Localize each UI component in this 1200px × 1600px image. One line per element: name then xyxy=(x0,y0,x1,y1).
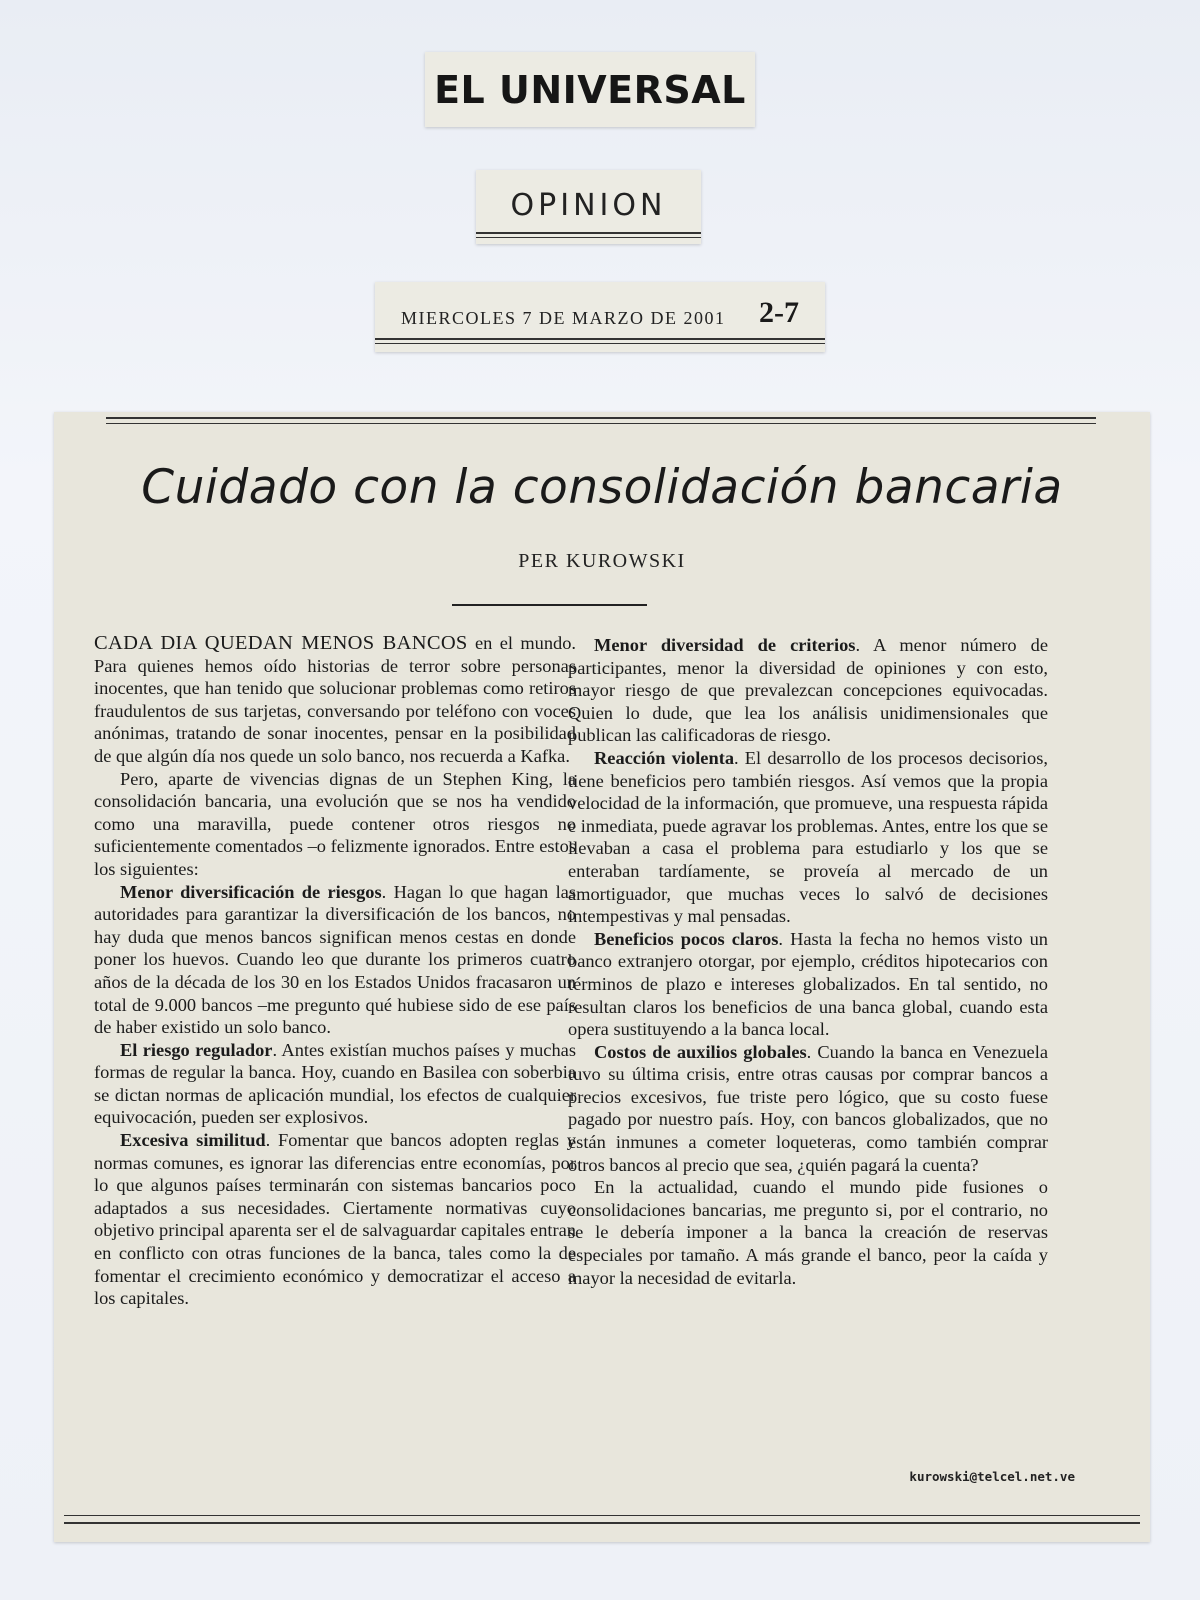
article-bottom-rule xyxy=(64,1515,1140,1524)
byline-rule xyxy=(452,604,647,606)
subhead: El riesgo regulador xyxy=(120,1039,273,1060)
paragraph xyxy=(94,1039,576,1129)
paragraph-text: . Antes existían muchos países y muchas formas de regular la banca. Hoy, cuando en Basilea con soberbia se dictan normas de aplicación mundial, los efectos de cualquier equivocación, pueden ser explosivos. xyxy=(94,1039,576,1128)
section-rule xyxy=(476,232,701,238)
masthead-title: EL UNIVERSAL xyxy=(434,67,746,112)
masthead-clipping xyxy=(425,52,755,127)
paragraph-text: Pero, aparte de vivencias dignas de un Stephen King, la consolidación bancaria, una evolución que se nos ha vendido como una maravilla, puede contener otros riesgos no suficientemente comentados –o felizmente ignorados. Entre estos los siguientes: xyxy=(94,768,576,879)
section-clipping xyxy=(476,170,701,244)
article-clipping xyxy=(54,412,1150,1542)
paragraph xyxy=(568,1041,1048,1177)
article-headline: Cuidado con la consolidación bancaria xyxy=(141,460,1063,515)
subhead: Menor diversificación de riesgos xyxy=(120,881,382,902)
page-number: 2-7 xyxy=(759,296,799,329)
article-top-rule xyxy=(106,417,1096,424)
paragraph xyxy=(94,881,576,1039)
left-column xyxy=(94,632,576,1310)
subhead: Beneficios pocos claros xyxy=(594,928,779,949)
paragraph xyxy=(94,632,576,768)
paragraph-text: . El desarrollo de los procesos decisorios, tiene beneficios pero también riesgos. Así vemos que la propia velocidad de la información, que promueve, una respuesta rápida e inmediata, puede agravar los problemas. Antes, entre los que se llevaban a casa el problema para estudiarlo y los que se enteraban tardíamente, se proveía al mercado de un amortiguador, que muchas veces lo salvó de decisiones intempestivas y mal pensadas. xyxy=(568,747,1048,927)
subhead: Excesiva similitud xyxy=(120,1130,266,1151)
right-column xyxy=(568,634,1048,1289)
subhead: Reacción violenta xyxy=(594,747,735,768)
paragraph-text: . Fomentar que bancos adopten reglas y normas comunes, es ignorar las diferencias entre economías, por lo que algunos países terminarán con sistemas bancarios poco adaptados a sus necesidades. Ciertamente normativas cuyo objetivo principal aparenta ser el de salvaguardar capitales entran en conflicto con otras funciones de la banca, tales como la de fomentar el crecimiento económico y democratizar el acceso a los capitales. xyxy=(94,1130,576,1309)
paragraph-text: . Cuando la banca en Venezuela tuvo su última crisis, entre otras causas por comprar bancos a precios excesivos, fue triste pero lógico, que su costo fuese pagado por nuestro país. Hoy, con bancos globalizados, que no están inmunes a cometer loqueteras, como también comprar otros bancos al precio que sea, ¿quién pagará la cuenta? xyxy=(568,1041,1048,1175)
paragraph xyxy=(568,634,1048,747)
dateline-rule xyxy=(375,338,825,344)
paragraph xyxy=(568,747,1048,928)
dateline-clipping xyxy=(375,282,825,352)
paragraph xyxy=(568,928,1048,1041)
section-label: OPINION xyxy=(510,187,667,223)
paragraph-text: . A menor número de participantes, menor la diversidad de opiniones y con esto, mayor riesgo de que prevalezcan concepciones equivocadas. Quien lo dude, que lea los análisis unidimensionales que publican las calificadoras de riesgo. xyxy=(568,635,1048,746)
paragraph-text: En la actualidad, cuando el mundo pide fusiones o consolidaciones bancarias, me pregunto si, por el contrario, no se le debería imponer a la banca la creación de reservas especiales por tamaño. A más grande el banco, peor la caída y mayor la necesidad de evitarla. xyxy=(568,1177,1048,1288)
paragraph xyxy=(94,1129,576,1310)
paragraph xyxy=(568,1176,1048,1289)
paragraph-text: . Hagan lo que hagan las autoridades para garantizar la diversificación de los bancos, no hay duda que menos bancos significan menos cestas en donde poner los huevos. Cuando leo que durante los primeros cuatro años de la década de los 30 en los Estados Unidos fracasaron un total de 9.000 bancos –me pregunto qué hubiese sido de ese país de haber existido un solo banco. xyxy=(94,881,576,1038)
subhead: Menor diversidad de criterios xyxy=(594,635,856,655)
paragraph-lead: CADA DIA QUEDAN MENOS BANCOS xyxy=(94,632,468,654)
publication-date: MIERCOLES 7 DE MARZO DE 2001 xyxy=(401,308,726,328)
subhead: Costos de auxilios globales xyxy=(594,1041,807,1062)
paragraph-text: en el mundo. Para quienes hemos oído historias de terror sobre personas inocentes, que han tenido que solucionar problemas como retiros fraudulentos de sus tarjetas, conversando por teléfono con voces anónimas, tratando de sonar inocentes, pensar en la posibilidad de que algún día nos quede un solo banco, nos recuerda a Kafka. xyxy=(94,633,576,766)
article-byline: PER KUROWSKI xyxy=(518,550,686,572)
paragraph xyxy=(94,768,576,881)
paragraph-text: . Hasta la fecha no hemos visto un banco extranjero otorgar, por ejemplo, créditos hipotecarios con términos de plazo e intereses globalizados. En tal sentido, no resultan claros los beneficios de una banca global, cuando esta opera sustituyendo a la banca local. xyxy=(568,928,1048,1040)
author-email: kurowski@telcel.net.ve xyxy=(909,1469,1075,1484)
